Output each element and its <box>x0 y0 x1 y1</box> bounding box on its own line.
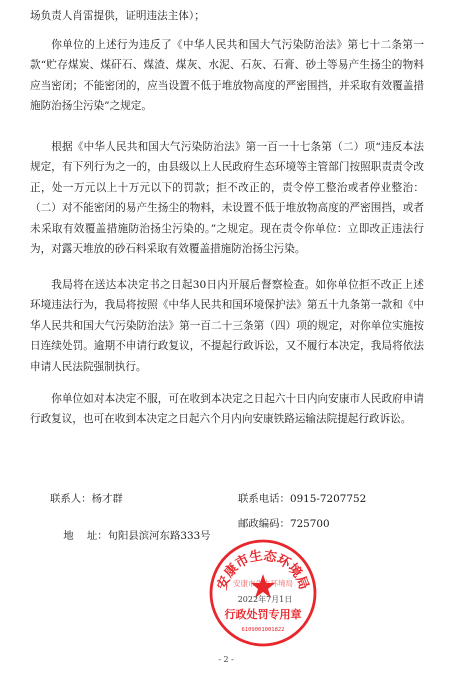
paragraph-2: 你单位的上述行为违反了《中华人民共和国大气污染防治法》第七十二条第一款“贮存煤炭、煤矸石、煤渣、煤灰、水泥、石灰、石膏、砂土等易产生扬尘的物料应当密闭；不能密闭的，应当设置不低于堆放物高度的严密围挡，并采取有效覆盖措施防治扬尘污染”之规定。 <box>30 39 424 113</box>
seal-bottom-text: 行政处罚专用章 <box>224 608 302 621</box>
contact-address <box>50 515 211 554</box>
paragraph-4: 我局将在送达本决定书之日起30日内开展后督察检查。如你单位拒不改正上述环境违法行为，我局将按照《中华人民共和国环境保护法》第五十九条第一款和《中华人民共和国大气污染防治法》第一百二十三条第（四）项的规定，对你单位实施按日连续处罚。逾期不申请行政复议，不提起行政诉讼，又不履行本决定，我局将依法申请人民法院强制执行。 <box>30 279 424 373</box>
contact-postcode <box>238 515 330 530</box>
contact-phone <box>238 490 366 505</box>
seal-outer-text: 安康市生态环境局 <box>214 548 312 592</box>
contact-address-label: 地 址： <box>63 530 108 542</box>
contact-person <box>50 490 123 505</box>
seal-middle-text: 安康市生态环境局 <box>233 579 293 588</box>
contact-postcode-label: 邮政编码： <box>238 518 290 530</box>
paragraph-1: 场负责人肖雷提供，证明违法主体）； <box>30 10 205 22</box>
paragraph-3: 根据《中华人民共和国大气污染防治法》第一百一十七条第（二）项“违反本法规定，有下列行为之一的，由县级以上人民政府生态环境等主管部门按照职责责令改正，处一万元以上十万元以下的罚款；拒不改正的，责令停工整治或者停业整治：（二）对不能密闭的易产生扬尘的物料，未设置不低于堆放物高度的严密围挡，或者未采取有效覆盖措施防治扬尘污染的。”之规定。现在责令你单位：立即改正违法行为，对露天堆放的砂石料采取有效覆盖措施防治扬尘污染。 <box>30 141 424 256</box>
contact-person-value: 杨才群 <box>91 493 123 505</box>
contact-postcode-value: 725700 <box>289 518 330 530</box>
contact-address-value: 旬阳县滨河东路333号 <box>107 530 211 542</box>
seal-date-text: 2022年7月1日 <box>237 595 293 604</box>
paragraph-5: 你单位如对本决定不服，可在收到本决定之日起六十日内向安康市人民政府申请行政复议，也可在收到本决定之日起六个月内向安康铁路运输法院提起行政诉讼。 <box>30 393 424 426</box>
contact-person-label: 联系人： <box>50 493 92 505</box>
page-number: - 2 - <box>218 655 234 664</box>
official-seal <box>208 538 318 648</box>
seal-code-text: 6109001001822 <box>241 627 285 633</box>
contact-phone-value: 0915-7207752 <box>289 493 367 505</box>
contact-phone-label: 联系电话： <box>238 493 290 505</box>
